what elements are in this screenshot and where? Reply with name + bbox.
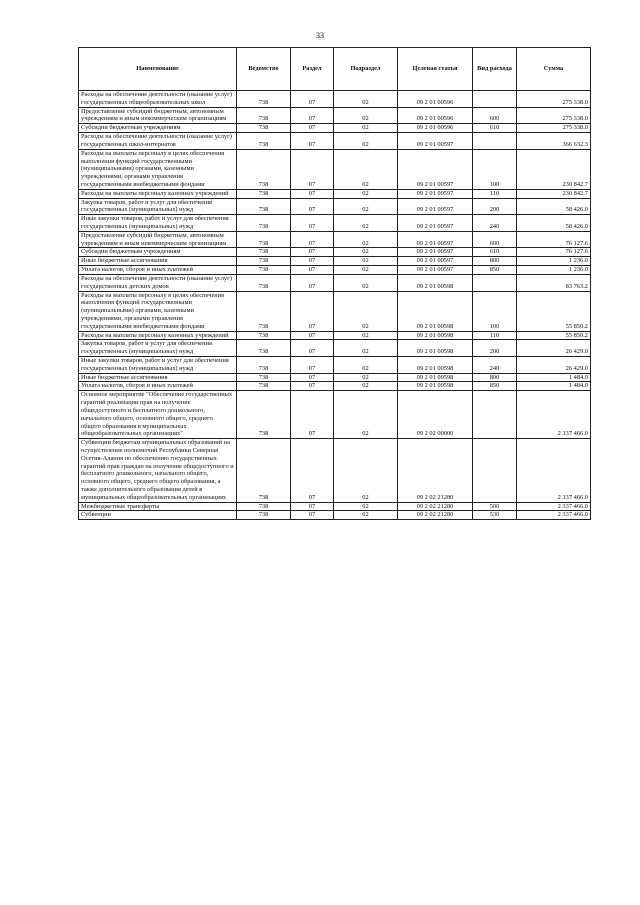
cell-target: 09 2 01 00597 (398, 266, 473, 275)
cell-subsection: 02 (334, 502, 398, 511)
cell-expense-type (473, 91, 517, 108)
cell-section: 07 (291, 511, 334, 520)
cell-ministry: 738 (237, 215, 291, 232)
cell-target: 09 2 02 21280 (398, 511, 473, 520)
cell-expense-type: 850 (473, 382, 517, 391)
table-row (79, 274, 591, 291)
cell-name: Предоставление субсидий бюджетным, автономным учреждениям и иным некоммерческим организациям (79, 107, 237, 124)
cell-name: Уплата налогов, сборов и иных платежей (79, 266, 237, 275)
cell-name: Закупка товаров, работ и услуг для обеспечения государственных (муниципальных) нужд (79, 198, 237, 215)
cell-section: 07 (291, 124, 334, 133)
cell-name: Субсидии бюджетным учреждениям (79, 248, 237, 257)
cell-name: Расходы на обеспечение деятельности (оказание услуг) государственных общеобразовательных школ (79, 91, 237, 108)
cell-target: 09 2 01 00597 (398, 198, 473, 215)
cell-target: 09 2 01 00597 (398, 257, 473, 266)
budget-table (78, 47, 591, 520)
cell-ministry: 738 (237, 198, 291, 215)
page-number: 33 (316, 31, 324, 40)
cell-section: 07 (291, 266, 334, 275)
cell-expense-type: 800 (473, 257, 517, 266)
cell-target: 09 2 01 00597 (398, 248, 473, 257)
cell-target: 09 2 01 00598 (398, 382, 473, 391)
header-ministry: Ведомство (237, 48, 291, 91)
cell-section: 07 (291, 331, 334, 340)
cell-subsection: 02 (334, 149, 398, 189)
table-row (79, 291, 591, 331)
table-row (79, 266, 591, 275)
cell-sum: 230 842.7 (517, 189, 591, 198)
cell-name: Предоставление субсидий бюджетным, автономным учреждениям и иным некоммерческим организациям (79, 231, 237, 248)
cell-ministry: 738 (237, 266, 291, 275)
cell-target: 09 2 01 00598 (398, 340, 473, 357)
table-row (79, 248, 591, 257)
cell-subsection: 02 (334, 215, 398, 232)
cell-sum: 275 338.0 (517, 107, 591, 124)
table-row (79, 215, 591, 232)
table-header-row (79, 48, 591, 91)
cell-target: 09 2 02 21280 (398, 502, 473, 511)
cell-sum: 55 850.2 (517, 331, 591, 340)
cell-subsection: 02 (334, 266, 398, 275)
cell-sum: 366 632.3 (517, 133, 591, 150)
cell-name: Уплата налогов, сборов и иных платежей (79, 382, 237, 391)
cell-ministry: 738 (237, 257, 291, 266)
cell-subsection: 02 (334, 198, 398, 215)
cell-subsection: 02 (334, 439, 398, 503)
cell-expense-type: 110 (473, 189, 517, 198)
cell-section: 07 (291, 215, 334, 232)
cell-subsection: 02 (334, 107, 398, 124)
cell-subsection: 02 (334, 391, 398, 439)
cell-ministry: 738 (237, 502, 291, 511)
cell-sum: 1 236.0 (517, 266, 591, 275)
cell-ministry: 738 (237, 340, 291, 357)
cell-ministry: 738 (237, 274, 291, 291)
cell-sum: 2 337 466.0 (517, 391, 591, 439)
cell-section: 07 (291, 340, 334, 357)
cell-sum: 76 127.6 (517, 231, 591, 248)
cell-ministry: 738 (237, 189, 291, 198)
cell-expense-type: 600 (473, 231, 517, 248)
cell-sum: 1 236.0 (517, 257, 591, 266)
cell-section: 07 (291, 149, 334, 189)
cell-ministry: 738 (237, 511, 291, 520)
cell-section: 07 (291, 257, 334, 266)
cell-section: 07 (291, 439, 334, 503)
cell-subsection: 02 (334, 357, 398, 374)
cell-name: Расходы на выплаты персоналу в целях обеспечения выполнения функций государственными (муниципальными) органами, казенными учреждениями, органами управления государственными внебюджетными фондами (79, 291, 237, 331)
cell-subsection: 02 (334, 511, 398, 520)
table-row (79, 382, 591, 391)
cell-expense-type: 800 (473, 373, 517, 382)
cell-sum: 2 337 466.0 (517, 439, 591, 503)
cell-sum: 230 842.7 (517, 149, 591, 189)
cell-ministry: 738 (237, 439, 291, 503)
table-row (79, 189, 591, 198)
cell-name: Расходы на выплаты персоналу казенных учреждений (79, 189, 237, 198)
cell-name: Иные бюджетные ассигнования (79, 257, 237, 266)
table-row (79, 124, 591, 133)
table-row (79, 502, 591, 511)
cell-section: 07 (291, 133, 334, 150)
cell-sum: 76 127.6 (517, 248, 591, 257)
cell-name: Расходы на выплаты персоналу в целях обеспечения выполнения функций государственными (муниципальными) органами, казенными учреждениями, органами управления государственными внебюджетными фондами (79, 149, 237, 189)
cell-section: 07 (291, 391, 334, 439)
cell-expense-type: 610 (473, 124, 517, 133)
cell-sum: 58 426.0 (517, 215, 591, 232)
cell-target: 09 2 01 00598 (398, 291, 473, 331)
cell-name: Субвенции (79, 511, 237, 520)
cell-ministry: 738 (237, 124, 291, 133)
cell-ministry: 738 (237, 248, 291, 257)
cell-expense-type: 110 (473, 331, 517, 340)
header-name: Наименование (79, 48, 237, 91)
table-row (79, 91, 591, 108)
cell-expense-type: 240 (473, 357, 517, 374)
cell-ministry: 738 (237, 149, 291, 189)
table-row (79, 340, 591, 357)
cell-name: Иные закупки товаров, работ и услуг для обеспечения государственных (муниципальных) нужд (79, 215, 237, 232)
table-row (79, 511, 591, 520)
cell-ministry: 738 (237, 357, 291, 374)
cell-section: 07 (291, 357, 334, 374)
cell-expense-type: 100 (473, 149, 517, 189)
cell-sum: 26 429.0 (517, 340, 591, 357)
cell-expense-type: 200 (473, 198, 517, 215)
table-row (79, 133, 591, 150)
header-subsection: Подраздел (334, 48, 398, 91)
cell-sum: 275 338.0 (517, 124, 591, 133)
cell-section: 07 (291, 107, 334, 124)
cell-expense-type (473, 439, 517, 503)
cell-subsection: 02 (334, 291, 398, 331)
cell-section: 07 (291, 91, 334, 108)
cell-target: 09 2 01 00596 (398, 91, 473, 108)
cell-expense-type: 530 (473, 511, 517, 520)
header-sum: Сумма (517, 48, 591, 91)
table-row (79, 331, 591, 340)
cell-expense-type: 850 (473, 266, 517, 275)
table-row (79, 107, 591, 124)
cell-section: 07 (291, 382, 334, 391)
table-row (79, 373, 591, 382)
cell-name: Иные бюджетные ассигнования (79, 373, 237, 382)
cell-sum: 83 763.2 (517, 274, 591, 291)
table-row (79, 439, 591, 503)
cell-section: 07 (291, 248, 334, 257)
cell-ministry: 738 (237, 91, 291, 108)
cell-subsection: 02 (334, 248, 398, 257)
cell-target: 09 2 01 00597 (398, 189, 473, 198)
cell-subsection: 02 (334, 274, 398, 291)
cell-expense-type: 200 (473, 340, 517, 357)
cell-subsection: 02 (334, 189, 398, 198)
cell-ministry: 738 (237, 331, 291, 340)
table-row (79, 198, 591, 215)
cell-expense-type: 240 (473, 215, 517, 232)
cell-name: Расходы на выплаты персоналу казенных учреждений (79, 331, 237, 340)
header-section: Раздел (291, 48, 334, 91)
cell-target: 09 2 01 00597 (398, 149, 473, 189)
cell-subsection: 02 (334, 124, 398, 133)
cell-subsection: 02 (334, 340, 398, 357)
cell-ministry: 738 (237, 133, 291, 150)
cell-sum: 55 850.2 (517, 291, 591, 331)
cell-expense-type: 610 (473, 248, 517, 257)
cell-subsection: 02 (334, 382, 398, 391)
cell-target: 09 2 01 00598 (398, 331, 473, 340)
cell-target: 09 2 01 00597 (398, 231, 473, 248)
cell-target: 09 2 01 00598 (398, 373, 473, 382)
cell-sum: 26 429.0 (517, 357, 591, 374)
header-expense-type: Вид расхода (473, 48, 517, 91)
cell-sum: 2 337 466.0 (517, 502, 591, 511)
cell-name: Иные закупки товаров, работ и услуг для обеспечения государственных (муниципальных) нужд (79, 357, 237, 374)
table-row (79, 231, 591, 248)
cell-target: 09 2 02 21280 (398, 439, 473, 503)
cell-name: Межбюджетные трансферты (79, 502, 237, 511)
cell-subsection: 02 (334, 373, 398, 382)
cell-section: 07 (291, 274, 334, 291)
cell-sum: 1 484.0 (517, 373, 591, 382)
cell-sum: 2 337 466.0 (517, 511, 591, 520)
cell-section: 07 (291, 189, 334, 198)
cell-name: Основное мероприятие "Обеспечение государственных гарантий реализации прав на получение общедоступного и бесплатного дошкольного, начального общего, основного общего, среднего общего образования в муниципальных общеобразовательных организациях" (79, 391, 237, 439)
cell-section: 07 (291, 198, 334, 215)
cell-ministry: 738 (237, 231, 291, 248)
cell-expense-type: 500 (473, 502, 517, 511)
table-row (79, 357, 591, 374)
cell-ministry: 738 (237, 382, 291, 391)
cell-ministry: 738 (237, 107, 291, 124)
cell-ministry: 738 (237, 291, 291, 331)
cell-subsection: 02 (334, 91, 398, 108)
cell-section: 07 (291, 502, 334, 511)
cell-expense-type: 100 (473, 291, 517, 331)
header-target: Целевая статья (398, 48, 473, 91)
cell-expense-type: 600 (473, 107, 517, 124)
cell-ministry: 738 (237, 391, 291, 439)
cell-target: 09 2 02 00000 (398, 391, 473, 439)
cell-target: 09 2 01 00596 (398, 107, 473, 124)
cell-target: 09 2 01 00597 (398, 215, 473, 232)
cell-expense-type (473, 391, 517, 439)
cell-name: Субсидии бюджетным учреждениям (79, 124, 237, 133)
cell-name: Расходы на обеспечение деятельности (оказание услуг) государственных детских домов (79, 274, 237, 291)
cell-name: Субвенции бюджетам муниципальных образований на осуществление полномочий Республики Северная Осетия-Алания по обеспечению государственных гарантий прав граждан на получение общедоступного и бесплатного дошкольного, начального общего, основного общего, среднего общего образования, а также дополнительного образования детей в муниципальных общеобразовательных организациях (79, 439, 237, 503)
cell-sum: 58 426.0 (517, 198, 591, 215)
cell-section: 07 (291, 231, 334, 248)
cell-ministry: 738 (237, 373, 291, 382)
table-row (79, 257, 591, 266)
cell-name: Расходы на обеспечение деятельности (оказание услуг) государственных школ-интернатов (79, 133, 237, 150)
cell-target: 09 2 01 00598 (398, 357, 473, 374)
cell-subsection: 02 (334, 257, 398, 266)
cell-subsection: 02 (334, 331, 398, 340)
cell-sum: 275 338.0 (517, 91, 591, 108)
cell-section: 07 (291, 291, 334, 331)
cell-name: Закупка товаров, работ и услуг для обеспечения государственных (муниципальных) нужд (79, 340, 237, 357)
cell-expense-type (473, 133, 517, 150)
cell-subsection: 02 (334, 231, 398, 248)
cell-expense-type (473, 274, 517, 291)
table-row (79, 149, 591, 189)
cell-section: 07 (291, 373, 334, 382)
cell-target: 09 2 01 00598 (398, 274, 473, 291)
cell-sum: 1 484.0 (517, 382, 591, 391)
cell-subsection: 02 (334, 133, 398, 150)
cell-target: 09 2 01 00597 (398, 133, 473, 150)
cell-target: 09 2 01 00596 (398, 124, 473, 133)
table-row (79, 391, 591, 439)
